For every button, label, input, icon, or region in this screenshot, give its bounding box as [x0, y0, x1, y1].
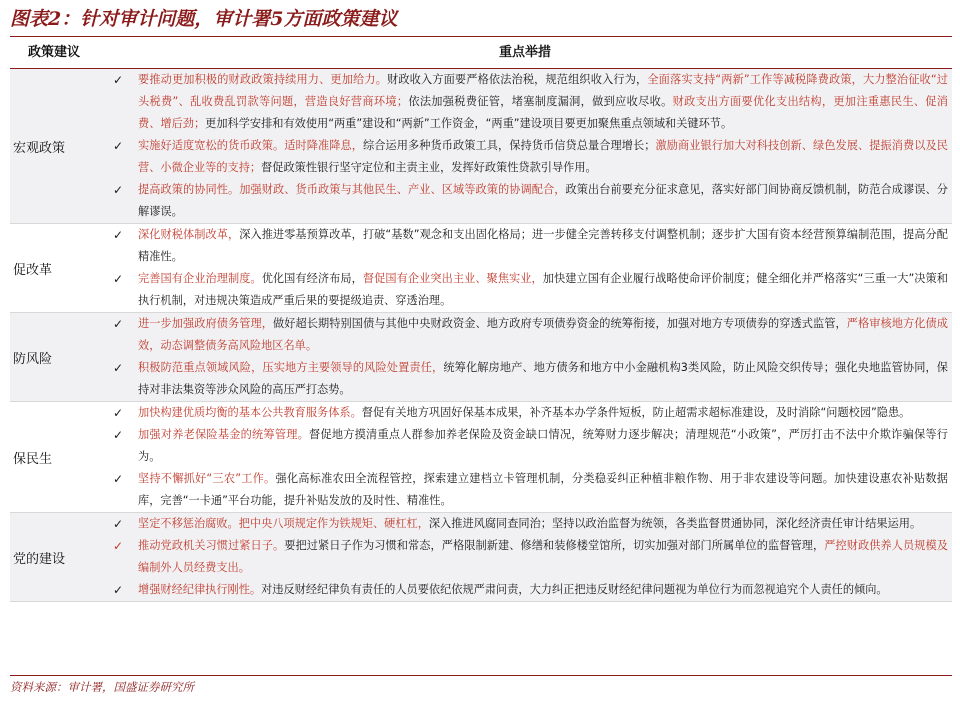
measure-text	[138, 402, 952, 424]
highlight-text: 激励商业银行加大对科技创新、绿色发展、提振消费以及民营、小微企业等的支持；	[138, 139, 948, 174]
highlight-text: 要推动更加积极的财政政策持续用力、更加给力。	[138, 73, 388, 86]
measure-text	[138, 69, 952, 135]
policy-label: 保民生	[13, 451, 53, 467]
body-text: 深入推进零基预算改革，打破“基数”观念和支出固化格局；进一步健全完善转移支付调整机制；逐步扩大国有资本经营预算编制范围，提高分配精准性。	[138, 228, 948, 263]
check-icon: ✓	[112, 428, 124, 442]
highlight-text: 实施好适度宽松的货币政策。适时降准降息，	[138, 139, 364, 152]
highlight-text: 推动党政机关习惯过紧日子。	[138, 539, 285, 552]
highlight-text: 全面落实支持“两新”工作等减税降费政策，大力整治征收“过头税费”、乱收费乱罚款等问题，营造良好营商环境；	[138, 73, 948, 108]
body-text: 深入推进风腐同查同治；坚持以政治监督为统领，各类监督贯通协同，深化经济责任审计结果运用。	[428, 517, 922, 530]
body-text: 更加科学安排和有效使用“两重”建设和“两新”工作资金，“两重”建设项目要更加聚焦重点领域和关键环节。	[205, 117, 733, 130]
body-text: 督促有关地方巩固好保基本成果，补齐基本办学条件短板，防止超需求超标准建设，及时消除“问题校园”隐患。	[361, 406, 911, 419]
check-icon: ✓	[112, 583, 124, 597]
policy-label: 防风险	[13, 351, 53, 367]
highlight-text: 财政支出方面要优化支出结构，更加注重惠民生、促消费、增后劲；	[138, 95, 948, 130]
measure-item	[98, 535, 952, 579]
check-icon: ✓	[112, 361, 124, 375]
policy-label: 党的建设	[13, 551, 66, 567]
body-text: 做好超长期特别国债与其他中央财政资金、地方政府专项债券资金的统筹衔接，加强对地方专项债券的穿透式监管，	[273, 317, 847, 330]
measure-list	[98, 402, 952, 512]
highlight-text: 深化财税体制改革，	[138, 228, 240, 241]
check-icon: ✓	[112, 139, 124, 153]
measure-item	[98, 313, 952, 357]
highlight-text: 增强财经纪律执行刚性。	[138, 583, 262, 596]
measure-list	[98, 69, 952, 223]
policy-section	[10, 69, 952, 224]
measure-item	[98, 579, 952, 601]
check-icon: ✓	[112, 272, 124, 286]
measure-item	[98, 513, 952, 535]
check-icon: ✓	[112, 317, 124, 331]
highlight-text: 坚定不移惩治腐败。把中央八项规定作为铁规矩、硬杠杠，	[138, 517, 429, 530]
check-icon: ✓	[112, 472, 124, 486]
measure-item	[98, 268, 952, 312]
measure-item	[98, 135, 952, 179]
body-text: 加快建立国有企业履行战略使命评价制度；健全细化并严格落实“三重一大”决策和执行机制，对违规决策造成严重后果的要提级追责、穿透治理。	[138, 272, 948, 307]
table-header	[10, 37, 952, 68]
body-text: 统筹化解房地产、地方债务和地方中小金融机构3类风险，防止风险交织传导；强化央地监管协同，保持对非法集资等涉众风险的高压严打态势。	[138, 361, 948, 396]
measure-text	[138, 424, 952, 468]
measure-text	[138, 468, 952, 512]
policy-section	[10, 402, 952, 513]
body-text: 依法加强税费征管，堵塞制度漏洞，做到应收尽收。	[408, 95, 673, 108]
measure-text	[138, 224, 952, 268]
check-icon: ✓	[112, 228, 124, 242]
check-icon: ✓	[112, 517, 124, 531]
measure-text	[138, 513, 952, 535]
header-measures: 重点举措	[498, 45, 551, 60]
body-text: 对违反财经纪律负有责任的人员要依纪依规严肃问责，大力纠正把违反财经纪律问题视为单位行为而忽视追究个人责任的倾向。	[261, 583, 888, 596]
measure-item	[98, 69, 952, 135]
policy-section	[10, 313, 952, 402]
measure-text	[138, 357, 952, 401]
highlight-text: 督促国有企业突出主业、聚焦实业，	[362, 272, 543, 285]
measure-text	[138, 268, 952, 312]
body-text: 综合运用多种货币政策工具，保持货币信贷总量合理增长；	[363, 139, 656, 152]
body-text: 强化高标准农田全流程管控，探索建立建档立卡管理机制，分类稳妥纠正种植非粮作物、用于非农建设等问题。加快建设惠农补贴数据库，完善“一卡通”平台功能，提升补贴发放的及时性、精准性。	[138, 472, 948, 507]
measure-item	[98, 402, 952, 424]
policy-label: 促改革	[13, 262, 53, 278]
measure-list	[98, 224, 952, 312]
policy-label: 宏观政策	[13, 140, 66, 156]
check-icon: ✓	[112, 406, 124, 420]
body-text: 优化国有经济布局，	[261, 272, 363, 285]
body-text: 政策出台前要充分征求意见，落实好部门间协商反馈机制，防范合成谬误、分解谬误。	[138, 183, 948, 218]
highlight-text: 严格审核地方化债成效，动态调整债务高风险地区名单。	[138, 317, 948, 352]
measure-item	[98, 357, 952, 401]
highlight-text: 加快构建优质均衡的基本公共教育服务体系。	[138, 406, 362, 419]
measure-text	[138, 179, 952, 223]
highlight-text: 严控财政供养人员规模及编制外人员经费支出。	[138, 539, 948, 574]
measure-text	[138, 535, 952, 579]
measure-list	[98, 313, 952, 401]
measure-list	[98, 513, 952, 601]
body-text: 督促地方摸清重点人群参加养老保险及资金缺口情况，统筹财力逐步解决；清理规范“小政策”，严厉打击不法中介欺诈骗保等行为。	[138, 428, 948, 463]
body-text: 财政收入方面要严格依法治税，规范组织收入行为，	[387, 73, 648, 86]
measure-text	[138, 135, 952, 179]
check-icon: ✓	[112, 73, 124, 87]
check-icon: ✓	[112, 183, 124, 197]
check-icon: ✓	[112, 539, 124, 553]
measure-item	[98, 179, 952, 223]
measure-text	[138, 313, 952, 357]
highlight-text: 进一步加强政府债务管理，	[138, 317, 274, 330]
source-note: 资料来源：审计署，国盛证券研究所	[10, 680, 194, 694]
header-policy: 政策建议	[27, 45, 80, 60]
highlight-text: 完善国有企业治理制度。	[138, 272, 262, 285]
highlight-text: 积极防范重点领域风险，压实地方主要领导的风险处置责任，	[138, 361, 444, 374]
body-text: 要把过紧日子作为习惯和常态，严格限制新建、修缮和装修楼堂馆所，切实加强对部门所属单位的监督管理，	[284, 539, 825, 552]
measure-item	[98, 468, 952, 512]
measure-item	[98, 224, 952, 268]
policy-section	[10, 513, 952, 602]
measure-item	[98, 424, 952, 468]
policy-section	[10, 224, 952, 313]
highlight-text: 坚持不懈抓好“三农”工作。	[138, 472, 276, 485]
policy-table-body	[10, 69, 952, 602]
highlight-text: 加强对养老保险基金的统筹管理。	[138, 428, 310, 441]
body-text: 督促政策性银行坚守定位和主责主业，发挥好政策性贷款引导作用。	[261, 161, 597, 174]
highlight-text: 提高政策的协同性。加强财政、货币政策与其他民生、产业、区域等政策的协调配合，	[138, 183, 566, 196]
measure-text	[138, 579, 952, 601]
figure-title: 图表2：针对审计问题，审计署5方面政策建议	[10, 8, 398, 30]
